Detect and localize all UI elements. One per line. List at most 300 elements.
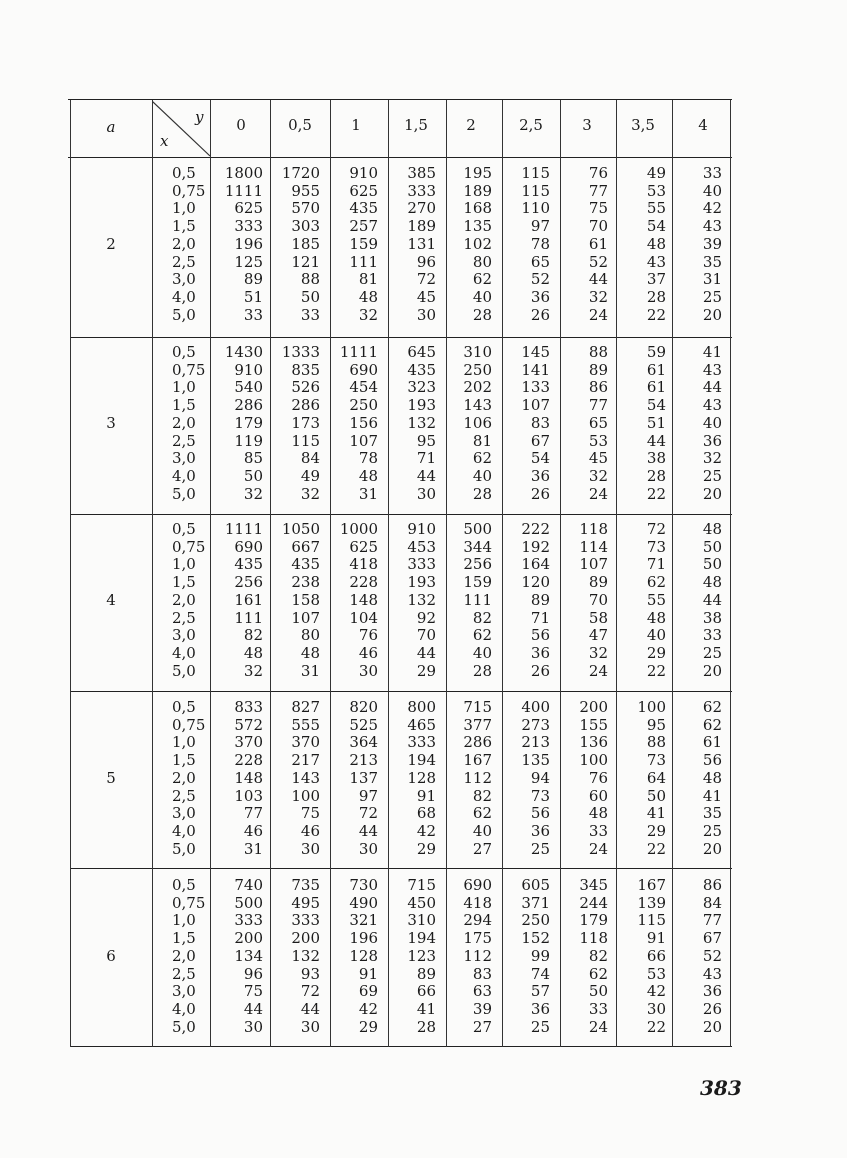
table-cell: 100 (291, 786, 320, 805)
x-value: 2,0 (172, 946, 196, 965)
table-cell: 72 (416, 270, 436, 289)
table-cell: 48 (243, 643, 263, 662)
table-cell: 46 (300, 821, 320, 840)
table-cell: 148 (349, 590, 378, 609)
table-cell: 111 (234, 608, 263, 627)
x-value: 2,0 (172, 768, 196, 787)
table-cell: 526 (291, 378, 320, 397)
x-value: 4,0 (172, 287, 196, 306)
table-cell: 28 (472, 484, 492, 503)
table-cell: 167 (463, 751, 492, 770)
table-cell: 26 (530, 661, 550, 680)
table-cell: 104 (349, 608, 378, 627)
table-cell: 453 (407, 537, 436, 556)
table-cell: 1000 (339, 520, 378, 538)
value-column (647, 344, 666, 503)
table-cell: 400 (521, 698, 550, 716)
x-value: 5,0 (172, 661, 196, 680)
table-cell: 323 (407, 378, 436, 397)
a-value: 4 (106, 590, 116, 609)
table-cell: 570 (291, 199, 320, 218)
table-cell: 66 (646, 946, 666, 965)
table-cell: 435 (407, 360, 436, 379)
table-cell: 490 (349, 893, 378, 912)
table-cell: 65 (530, 252, 550, 271)
x-column (172, 344, 205, 503)
table-cell: 30 (416, 484, 436, 503)
table-cell: 189 (463, 181, 492, 200)
value-column (521, 699, 550, 858)
table-cell: 36 (530, 643, 550, 662)
table-cell: 100 (579, 751, 608, 770)
column-divider (152, 100, 153, 1047)
bottom-rule (70, 1046, 732, 1047)
table-cell: 450 (407, 893, 436, 912)
table-cell: 115 (291, 431, 320, 450)
table-cell: 71 (646, 555, 666, 574)
table-cell: 48 (588, 804, 608, 823)
table-cell: 36 (702, 982, 722, 1001)
x-value: 2,5 (172, 964, 196, 983)
value-column (637, 877, 666, 1036)
table-cell: 435 (234, 555, 263, 574)
table-cell: 62 (472, 270, 492, 289)
table-cell: 29 (416, 661, 436, 680)
table-cell: 454 (349, 378, 378, 397)
table-cell: 95 (416, 431, 436, 450)
table-cell: 56 (530, 626, 550, 645)
table-cell: 30 (416, 305, 436, 324)
table-cell: 121 (291, 252, 320, 271)
x-value: 3,0 (172, 626, 196, 645)
value-column (579, 521, 608, 680)
value-column (463, 344, 492, 503)
value-column (225, 344, 263, 503)
table-cell: 168 (463, 199, 492, 218)
table-cell: 24 (588, 661, 608, 680)
table-cell: 730 (349, 876, 378, 894)
table-cell: 310 (407, 911, 436, 930)
value-column (407, 521, 436, 680)
x-value: 2,5 (172, 608, 196, 627)
table-cell: 31 (300, 661, 320, 680)
x-value: 4,0 (172, 643, 196, 662)
value-column (407, 699, 436, 858)
table-cell: 42 (358, 999, 378, 1018)
table-cell: 44 (416, 643, 436, 662)
table-cell: 50 (702, 537, 722, 556)
x-value: 4,0 (172, 821, 196, 840)
table-cell: 31 (358, 484, 378, 503)
a-value: 2 (106, 234, 116, 253)
table-cell: 44 (416, 466, 436, 485)
table-cell: 667 (291, 537, 320, 556)
table-cell: 202 (463, 378, 492, 397)
table-cell: 294 (463, 911, 492, 930)
table-cell: 115 (521, 164, 550, 182)
table-cell: 25 (702, 466, 722, 485)
y-header-value: 4 (698, 116, 708, 134)
table-cell: 270 (407, 199, 436, 218)
table-cell: 51 (243, 287, 263, 306)
table-cell: 137 (349, 768, 378, 787)
table-cell: 40 (472, 287, 492, 306)
column-divider (672, 100, 673, 1047)
table-cell: 82 (588, 946, 608, 965)
table-cell: 321 (349, 911, 378, 930)
table-cell: 62 (472, 449, 492, 468)
table-cell: 364 (349, 733, 378, 752)
column-divider (388, 100, 389, 1047)
table-cell: 77 (588, 396, 608, 415)
table-cell: 40 (702, 413, 722, 432)
table-cell: 132 (291, 946, 320, 965)
table-cell: 30 (358, 839, 378, 858)
table-cell: 61 (646, 360, 666, 379)
table-cell: 185 (291, 234, 320, 253)
value-column (463, 521, 492, 680)
table-cell: 73 (646, 751, 666, 770)
table-cell: 62 (702, 698, 722, 716)
table-cell: 500 (234, 893, 263, 912)
table-cell: 82 (472, 786, 492, 805)
table-cell: 50 (646, 786, 666, 805)
table-cell: 76 (358, 626, 378, 645)
table-cell: 193 (407, 396, 436, 415)
table-cell: 20 (702, 484, 722, 503)
table-cell: 257 (349, 217, 378, 236)
table-cell: 540 (234, 378, 263, 397)
table-cell: 77 (243, 804, 263, 823)
table-cell: 200 (579, 698, 608, 716)
table-cell: 173 (291, 413, 320, 432)
table-cell: 115 (521, 181, 550, 200)
value-column (521, 877, 550, 1036)
table-cell: 120 (521, 573, 550, 592)
table-cell: 228 (234, 751, 263, 770)
table-cell: 143 (291, 768, 320, 787)
table-cell: 67 (702, 929, 722, 948)
table-cell: 25 (702, 821, 722, 840)
table-cell: 250 (349, 396, 378, 415)
right-border (730, 100, 731, 1047)
x-value: 1,0 (172, 555, 196, 574)
table-cell: 70 (588, 217, 608, 236)
x-value: 4,0 (172, 466, 196, 485)
table-cell: 333 (291, 911, 320, 930)
table-cell: 39 (472, 999, 492, 1018)
table-cell: 28 (416, 1017, 436, 1036)
table-cell: 435 (349, 199, 378, 218)
block-divider (70, 691, 732, 692)
table-cell: 344 (463, 537, 492, 556)
table-cell: 48 (358, 287, 378, 306)
table-cell: 62 (472, 804, 492, 823)
table-cell: 22 (646, 661, 666, 680)
table-cell: 91 (416, 786, 436, 805)
table-cell: 84 (702, 893, 722, 912)
table-cell: 555 (291, 715, 320, 734)
table-cell: 33 (588, 821, 608, 840)
table-cell: 310 (463, 343, 492, 361)
y-header-value: 3 (582, 116, 592, 134)
table-cell: 345 (579, 876, 608, 894)
table-cell: 61 (702, 733, 722, 752)
table-cell: 135 (463, 217, 492, 236)
header-rule (68, 157, 732, 158)
table-cell: 33 (702, 164, 722, 182)
table-cell: 41 (646, 804, 666, 823)
table-cell: 58 (588, 608, 608, 627)
table-cell: 48 (646, 234, 666, 253)
x-column (172, 877, 205, 1036)
value-column (225, 521, 263, 680)
table-cell: 91 (646, 929, 666, 948)
table-cell: 30 (300, 839, 320, 858)
table-cell: 135 (521, 751, 550, 770)
table-cell: 1111 (224, 181, 263, 200)
table-cell: 24 (588, 839, 608, 858)
table-cell: 55 (646, 590, 666, 609)
table-cell: 33 (588, 999, 608, 1018)
table-cell: 30 (300, 1017, 320, 1036)
table-cell: 26 (530, 305, 550, 324)
table-cell: 31 (702, 270, 722, 289)
table-cell: 625 (349, 181, 378, 200)
table-cell: 42 (416, 821, 436, 840)
x-value: 0,75 (172, 537, 206, 556)
table-cell: 107 (579, 555, 608, 574)
y-header-value: 0 (236, 116, 246, 134)
table-cell: 800 (407, 698, 436, 716)
table-cell: 1333 (281, 343, 320, 361)
table-cell: 40 (472, 821, 492, 840)
table-cell: 84 (300, 449, 320, 468)
y-header-value: 1 (351, 116, 361, 134)
value-column (349, 877, 378, 1036)
table-cell: 333 (407, 733, 436, 752)
table-cell: 80 (472, 252, 492, 271)
table-cell: 72 (646, 520, 666, 538)
table-cell: 61 (588, 234, 608, 253)
table-cell: 115 (637, 911, 666, 930)
table-cell: 93 (300, 964, 320, 983)
table-cell: 49 (300, 466, 320, 485)
table-cell: 156 (349, 413, 378, 432)
table-cell: 50 (300, 287, 320, 306)
table-cell: 303 (291, 217, 320, 236)
value-column (340, 344, 378, 503)
table-cell: 112 (463, 768, 492, 787)
x-value: 1,5 (172, 929, 196, 948)
table-cell: 92 (416, 608, 436, 627)
value-column (521, 521, 550, 680)
x-value: 2,5 (172, 431, 196, 450)
block-divider (70, 337, 732, 338)
value-column (463, 165, 492, 324)
table-cell: 179 (579, 911, 608, 930)
table-cell: 1111 (224, 520, 263, 538)
table-cell: 155 (579, 715, 608, 734)
y-header-value: 0,5 (288, 116, 312, 134)
x-value: 1,0 (172, 199, 196, 218)
table-cell: 194 (407, 751, 436, 770)
x-value: 0,5 (172, 876, 196, 894)
header-y-label: y (195, 108, 204, 126)
table-cell: 100 (637, 698, 666, 716)
column-divider (446, 100, 447, 1047)
x-value: 5,0 (172, 1017, 196, 1036)
table-cell: 69 (358, 982, 378, 1001)
table-cell: 128 (349, 946, 378, 965)
table-cell: 222 (521, 520, 550, 538)
table-cell: 495 (291, 893, 320, 912)
table-cell: 103 (234, 786, 263, 805)
value-column (282, 521, 320, 680)
table-cell: 53 (646, 181, 666, 200)
table-cell: 175 (463, 929, 492, 948)
value-column (589, 344, 608, 503)
value-column (349, 165, 378, 324)
y-header-value: 2 (466, 116, 476, 134)
value-column (703, 521, 722, 680)
value-column (589, 165, 608, 324)
table-cell: 25 (530, 839, 550, 858)
table-cell: 102 (463, 234, 492, 253)
table-cell: 119 (234, 431, 263, 450)
table-cell: 62 (646, 573, 666, 592)
value-column (463, 877, 492, 1036)
value-column (637, 699, 666, 858)
table-cell: 36 (530, 287, 550, 306)
table-cell: 30 (243, 1017, 263, 1036)
table-cell: 370 (291, 733, 320, 752)
table-cell: 56 (530, 804, 550, 823)
x-value: 3,0 (172, 804, 196, 823)
table-cell: 45 (416, 287, 436, 306)
table-cell: 179 (234, 413, 263, 432)
table-cell: 128 (407, 768, 436, 787)
table-cell: 1720 (281, 164, 320, 182)
table-cell: 88 (646, 733, 666, 752)
table-cell: 36 (530, 466, 550, 485)
table-cell: 192 (521, 537, 550, 556)
x-value: 0,5 (172, 164, 196, 182)
table-cell: 111 (463, 590, 492, 609)
table-cell: 73 (646, 537, 666, 556)
table-cell: 141 (521, 360, 550, 379)
table-cell: 106 (463, 413, 492, 432)
table-cell: 827 (291, 698, 320, 716)
table-cell: 24 (588, 1017, 608, 1036)
table-cell: 68 (416, 804, 436, 823)
value-column (521, 165, 550, 324)
table-cell: 47 (588, 626, 608, 645)
table-cell: 29 (646, 643, 666, 662)
table-cell: 273 (521, 715, 550, 734)
table-cell: 1050 (281, 520, 320, 538)
x-value: 1,0 (172, 378, 196, 397)
table-cell: 20 (702, 661, 722, 680)
table-cell: 133 (521, 378, 550, 397)
table-cell: 572 (234, 715, 263, 734)
table-cell: 78 (358, 449, 378, 468)
table-cell: 76 (588, 768, 608, 787)
table-cell: 70 (416, 626, 436, 645)
table-cell: 28 (646, 287, 666, 306)
x-value: 3,0 (172, 449, 196, 468)
table-cell: 1800 (224, 164, 263, 182)
table-cell: 143 (463, 396, 492, 415)
table-cell: 32 (243, 484, 263, 503)
table-cell: 217 (291, 751, 320, 770)
table-cell: 43 (702, 217, 722, 236)
table-cell: 24 (588, 484, 608, 503)
table-cell: 32 (358, 305, 378, 324)
x-value: 2,0 (172, 234, 196, 253)
table-cell: 44 (702, 378, 722, 397)
value-column (703, 344, 722, 503)
table-cell: 89 (588, 360, 608, 379)
table-cell: 1111 (339, 343, 378, 361)
table-cell: 418 (349, 555, 378, 574)
value-column (340, 521, 378, 680)
table-cell: 286 (234, 396, 263, 415)
table-cell: 1430 (224, 343, 263, 361)
table-cell: 45 (588, 449, 608, 468)
y-header-value: 1,5 (404, 116, 428, 134)
table-cell: 167 (637, 876, 666, 894)
table-cell: 85 (243, 449, 263, 468)
table-cell: 44 (243, 999, 263, 1018)
x-column (172, 165, 205, 324)
table-cell: 715 (407, 876, 436, 894)
value-column (349, 699, 378, 858)
value-column (703, 165, 722, 324)
x-value: 1,5 (172, 396, 196, 415)
table-cell: 139 (637, 893, 666, 912)
table-cell: 196 (234, 234, 263, 253)
table-cell: 22 (646, 839, 666, 858)
value-column (579, 699, 608, 858)
table-cell: 86 (588, 378, 608, 397)
table-cell: 164 (521, 555, 550, 574)
table-cell: 26 (530, 484, 550, 503)
table-cell: 99 (530, 946, 550, 965)
table-cell: 385 (407, 164, 436, 182)
table-cell: 61 (646, 378, 666, 397)
value-column (282, 165, 320, 324)
table-cell: 44 (646, 431, 666, 450)
column-divider (616, 100, 617, 1047)
column-divider (330, 100, 331, 1047)
table-cell: 910 (234, 360, 263, 379)
table-cell: 132 (407, 413, 436, 432)
table-cell: 44 (702, 590, 722, 609)
x-value: 0,75 (172, 715, 206, 734)
table-cell: 735 (291, 876, 320, 894)
table-cell: 256 (463, 555, 492, 574)
x-value: 1,0 (172, 911, 196, 930)
table-cell: 94 (530, 768, 550, 787)
table-cell: 54 (646, 217, 666, 236)
value-column (407, 165, 436, 324)
table-cell: 42 (646, 982, 666, 1001)
table-cell: 28 (646, 466, 666, 485)
table-cell: 46 (358, 643, 378, 662)
table-cell: 333 (407, 555, 436, 574)
x-column (172, 521, 205, 680)
